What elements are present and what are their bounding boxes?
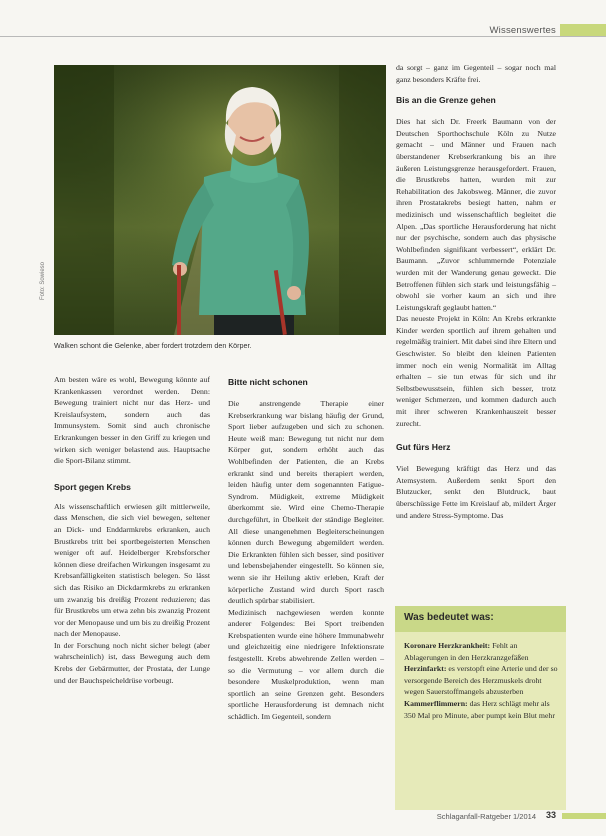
glossary-term: Kammerflimmern: [404,698,468,708]
column-2 [228,376,384,723]
subheading: Gut fürs Herz [396,442,451,453]
footer-accent-bar [562,813,606,819]
glossary-item [404,698,560,721]
paragraph: Am besten wäre es wohl, Bewegung könnte auf Krankenkassen verordnet werden. Denn: Bewegung trainiert nicht nur das Herz- und Kreislaufsystem, sondern auch das Immunsystem. Somit sind auch chronische Erkrankungen besser in den Griff zu kriegen und wirken sich weniger belastend aus. Hauptsache die Sport-Bilanz stimmt. [54,375,210,466]
photo-credit: Foto: Sowieso [40,261,46,300]
glossary-item [404,663,560,698]
column-1 [54,374,210,686]
woman-walking-illustration [54,65,386,335]
subheading: Sport gegen Krebs [54,481,131,492]
glossary-title: Was bedeutet was: [404,612,494,623]
glossary-term: Koronare Herzkrankheit: [404,641,491,650]
photo-caption: Walken schont die Gelenke, aber fordert trotzdem den Körper. [54,341,252,350]
subheading: Bis an die Grenze gehen [396,95,496,106]
paragraph: da sorgt – ganz im Gegenteil – sogar noch mal ganz besonders Kräfte frei. [396,63,556,84]
page-number: 33 [545,810,556,820]
glossary-definition: es verstopft eine Arterie und der so versorgende Bereich des Herzmuskels droht wegen Sauerstoffmangels abzusterben [404,664,558,697]
subheading: Bitte nicht schonen [228,377,308,387]
glossary-term: Herzinfarkt: [404,664,447,674]
footer-magazine-name: Schlaganfall-Ratgeber 1/2014 [436,812,536,821]
section-label: Wissenswertes [489,25,556,36]
column-3 [396,62,556,521]
paragraph: Dies hat sich Dr. Freerk Baumann von der Deutschen Sporthochschule Köln zu Nutze gemacht – und Männer und Frauen nach überstandener Krebserkrankung bis an ihre äußeren Leistungsgrenze herausgefordert. Frauen, die Brustkrebs hatten, wurden mit zur Rehabilitation des Jakobsweg. Männer, die zuvor ihren Prostatakrebs besiegt hatten, nahm er medizinisch und wissenschaftlich begleitet die Alpen. „Das sportliche Herausforderung hat nicht nur der psychische, sondern auch das physische Wohlbefinden signifikant verbessert“, erklärt Dr. Baumann. „Zuvor schlummernde Potenziale wurden mit der Wanderung genau geweckt. Die Betroffenen fühlen sich stark und leistungsfähig – obwohl sie vorher kaum an sich und ihre Leistungskraft geglaubt hatten.“ [396,117,556,312]
header-accent-bar [560,24,606,36]
paragraph: Die anstrengende Therapie einer Krebserkrankung war bislang häufig der Grund, Sport lieber aufzugeben und sich zu schonen. Heute weiß man: Bewegung tut nicht nur dem Körper gut, sondern erhöht auch das Wohlbefinden der Patienten, die an Krebs erkrankt sind und bereits therapiert werden, leiden häufig unter dem sogenannten Fatigue-Syndrom. Müdigkeit, extreme Müdigkeit überkommt sie. Wird eine Chemo-Therapie durchgeführt, in Übelkeit der ständige Begleiter. All diese unangenehmen Begleiterscheinungen können durch Bewegung abgemildert werden. Die Erkrankten fühlen sich besser, sind positiver und lebensbejahender eingestellt. So können sie, wenn sie ihr Heilung aktiv erleben, Kraft der körperliche Zustand wird durch Sport rasch deutlich spürbar stabilisiert. [228,399,384,606]
paragraph: In der Forschung noch nicht sicher belegt (aber wahrscheinlich) ist, dass Bewegung auch dem Krebs der Gebärmutter, der Prostata, der Lunge und der Bauchspeicheldrüse vorbeugt. [54,640,210,685]
paragraph: Als wissenschaftlich erwiesen gilt mittlerweile, dass Menschen, die sich viel bewegen, seltener an Dick- und Enddarmkrebs erkranken, auch Brustkrebs tritt bei sportbegeisterten Menschen weniger oft auf. Heidelberger Krebsforscher können diese dreifachen Wirkungen insgesamt zu Krebsanfälligkeiten statistisch belegen. So lässt sich das Risiko an Dickdarmkrebs zu erkranken um zwanzig bis dreißig Prozent reduzieren; das für Brustkrebs um etwa zehn bis zwanzig Prozent vor der Menopause und um bis zu dreißig Prozent nach der Menopause. [54,501,210,639]
article-photo [54,65,386,335]
paragraph: Medizinisch nachgewiesen werden konnte anderer Folgendes: Bei Sport treibenden Krebspatienten wurde eine höhere Immunabwehr und gleichzeitig eine niedrigere Infektionsrate festgestellt. Krebs abwehrende Zellen werden – so die Vermutung – vor allem durch die besondere Muskelproduktion, wenn man sportlich an seine Grenzen geht. Besonders sportliche Herausforderung ist demnach nicht schädlich. Im Gegenteil, sondern [228,607,384,722]
glossary-item [404,640,560,663]
paragraph: Das neueste Projekt in Köln: An Krebs erkrankte Kinder werden sportlich auf ihrem gehalten und regelmäßig trainiert. Mit dabei sind ihre Eltern und Geschwister. So bleibt den kleinen Patienten immer noch ein wenig Normalität im Alltag erhalten – sie tun etwas für sich und ihr Selbstbewusstsein, fühlen sich besser, trotz weniger Schmerzen, und kommen dadurch auch mit ihrer schweren Krankenhauszeit besser zurecht. [396,314,556,428]
glossary-definition: das Herz schlägt mehr als 350 Mal pro Minute, aber pumpt kein Blut mehr [404,698,555,720]
header-rule [0,36,606,37]
paragraph: Viel Bewegung kräftigt das Herz und das Atemsystem. Außerdem senkt Sport den Blutzucker, senkt den Blutdruck, baut überschüssige Fette im Kreislauf ab, mildert Ärger und andere Stress-Symptome. Das [396,464,556,520]
glossary-definition: Fehlt an Ablagerungen in den Herzkranzgefäßen [404,641,529,662]
glossary-list [404,640,560,721]
